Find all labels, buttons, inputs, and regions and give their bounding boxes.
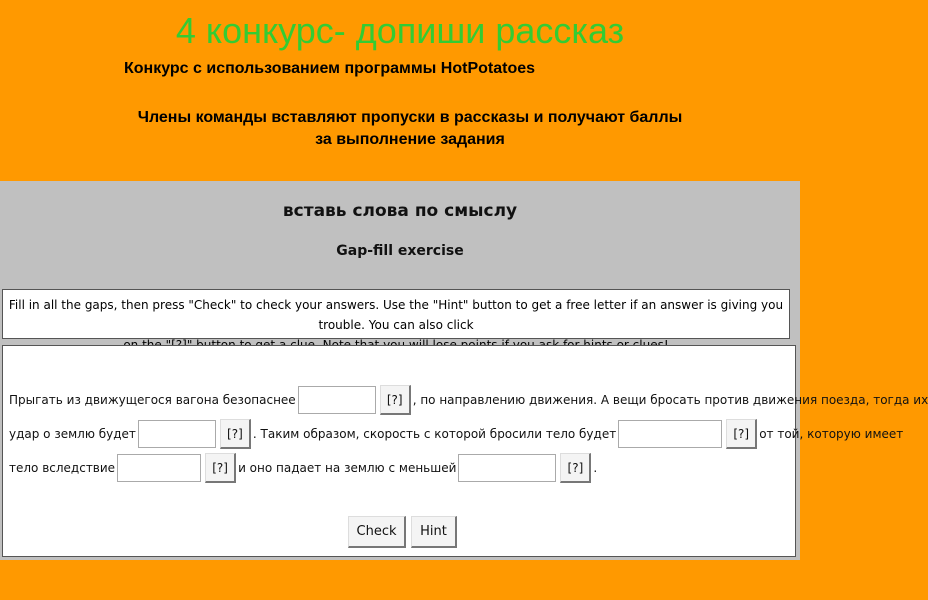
- text-segment: и оно падает на землю с меньшей: [238, 461, 457, 475]
- hint-button[interactable]: Hint: [411, 516, 457, 548]
- slide-title: 4 конкурс- допиши рассказ: [175, 10, 625, 51]
- clue-button-3[interactable]: [?]: [726, 419, 757, 449]
- clue-button-2[interactable]: [?]: [220, 419, 251, 449]
- slide-subtitle: Конкурс с использованием программы HotPotatoes: [124, 60, 536, 77]
- gap-fill-panel: [2, 345, 928, 557]
- gap-input-2[interactable]: [138, 420, 216, 448]
- exercise-title: вставь слова по смыслу: [282, 201, 518, 221]
- instructions-box: [2, 289, 790, 339]
- gap-input-3[interactable]: [618, 420, 722, 448]
- clue-button-1[interactable]: [?]: [380, 385, 411, 415]
- text-segment: удар о землю будет: [9, 427, 136, 441]
- exercise-screenshot: [0, 181, 928, 560]
- text-line-1: [9, 384, 928, 416]
- text-line-3: [9, 452, 597, 484]
- instructions-line-1: Fill in all the gaps, then press "Check" to check your answers. Use the "Hint" button to get a free letter if an answer is giving you trouble. You can also click: [8, 298, 784, 332]
- text-segment: Прыгать из движущегося вагона безопаснее: [9, 393, 296, 407]
- text-segment: . Таким образом, скорость с которой бросили тело будет: [252, 427, 617, 441]
- gap-input-5[interactable]: [458, 454, 556, 482]
- slide-description: [40, 107, 780, 151]
- gap-input-1[interactable]: [298, 386, 376, 414]
- clue-button-5[interactable]: [?]: [560, 453, 591, 483]
- gap-input-4[interactable]: [117, 454, 201, 482]
- description-line-1: Члены команды вставляют пропуски в рассказы и получают баллы: [137, 109, 683, 126]
- text-line-2: [9, 418, 903, 450]
- text-segment: .: [593, 461, 598, 475]
- description-line-2: за выполнение задания: [315, 131, 505, 148]
- text-segment: тело вследствие: [9, 461, 116, 475]
- check-button[interactable]: Check: [348, 516, 406, 548]
- text-segment: , по направлению движения. А вещи бросать против движения поезда, тогда их: [412, 393, 928, 407]
- clue-button-4[interactable]: [?]: [205, 453, 236, 483]
- text-segment: от той, которую имеет: [759, 427, 904, 441]
- exercise-subtitle: Gap-fill exercise: [336, 243, 464, 259]
